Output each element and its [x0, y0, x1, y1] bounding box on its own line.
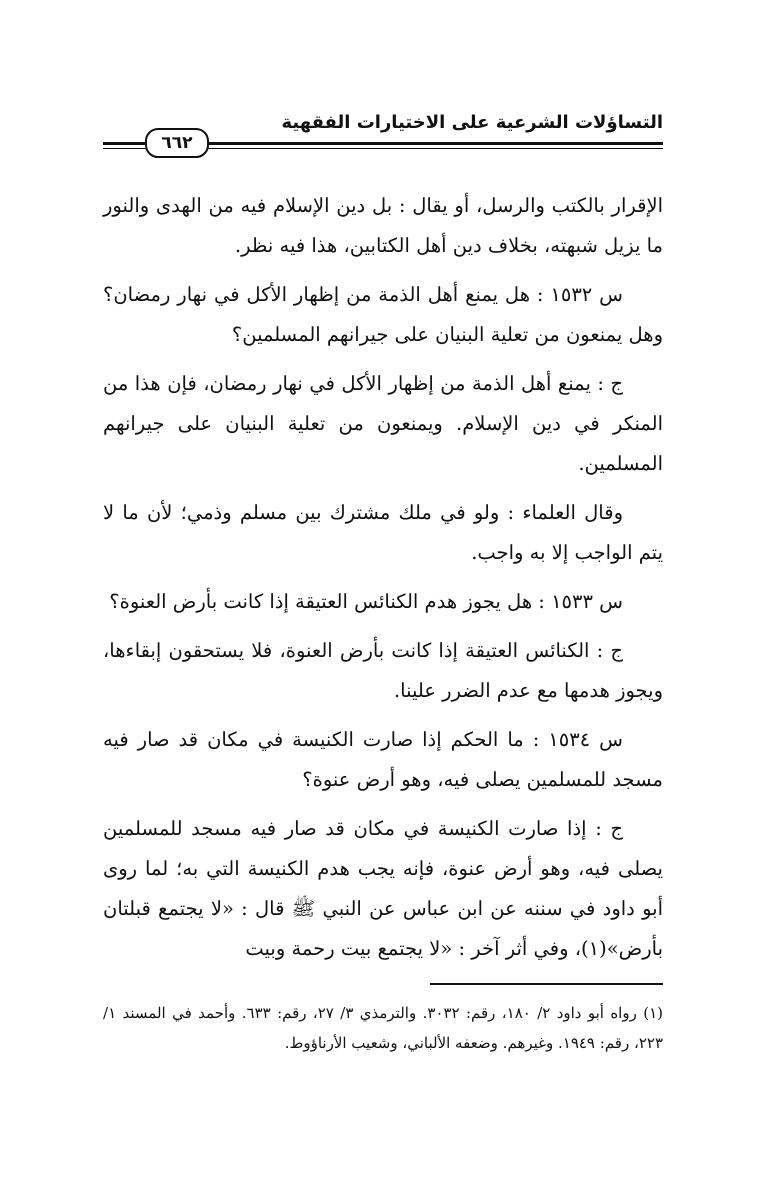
footnote: (١) رواه أبو داود ٢/ ١٨٠، رقم: ٣٠٣٢. والترمذي ٣/ ٢٧، رقم: ٦٣٣. وأحمد في المسند ١/ ٢٢٣، رقم: ١٩٤٩. وغيرهم. وضعفه الألباني، وشعيب الأرناؤوط.	[103, 1004, 663, 1052]
answer-paragraph: ج : يمنع أهل الذمة من إظهار الأكل في نهار رمضان، فإن هذا من المنكر في دين الإسلام. ويمنعون من تعلية البنيان على جيرانهم المسلمين.	[103, 372, 663, 475]
running-header	[103, 108, 663, 156]
paragraph: وقال العلماء : ولو في ملك مشترك بين مسلم وذمي؛ لأن ما لا يتم الواجب إلا به واجب.	[103, 501, 663, 564]
footnotes	[103, 998, 663, 1058]
paragraph: الإقرار بالكتب والرسل، أو يقال : بل دين الإسلام فيه من الهدى والنور ما يزيل شبهته، بخلاف دين أهل الكتابين، هذا فيه نظر.	[103, 194, 663, 257]
answer-paragraph: ج : إذا صارت الكنيسة في مكان قد صار فيه مسجد للمسلمين يصلى فيه، وهو أرض عنوة، فإنه يجب هدم الكنيسة التي به؛ لما روى أبو داود في سننه عن ابن عباس عن النبي ﷺ قال : «لا يجتمع قبلتان بأرض»(١)، وفي أثر آخر : «لا يجتمع بيت رحمة وبيت	[103, 817, 663, 960]
page-number: ٦٦٢	[145, 128, 209, 158]
answer-paragraph: ج : الكنائس العتيقة إذا كانت بأرض العنوة، فلا يستحقون إبقاءها، ويجوز هدمها مع عدم الضرر علينا.	[103, 639, 663, 702]
body-text	[103, 186, 663, 978]
footnote-separator	[430, 983, 663, 985]
question-paragraph: س ١٥٣٤ : ما الحكم إذا صارت الكنيسة في مكان قد صار فيه مسجد للمسلمين يصلى فيه، وهو أرض عنوة؟	[103, 728, 663, 791]
question-paragraph: س ١٥٣٢ : هل يمنع أهل الذمة من إظهار الأكل في نهار رمضان؟ وهل يمنعون من تعلية البنيان على جيرانهم المسلمين؟	[103, 283, 663, 346]
question-paragraph: س ١٥٣٣ : هل يجوز هدم الكنائس العتيقة إذا كانت بأرض العنوة؟	[109, 590, 623, 613]
book-title: التساؤلات الشرعية على الاختيارات الفقهية	[281, 112, 663, 133]
